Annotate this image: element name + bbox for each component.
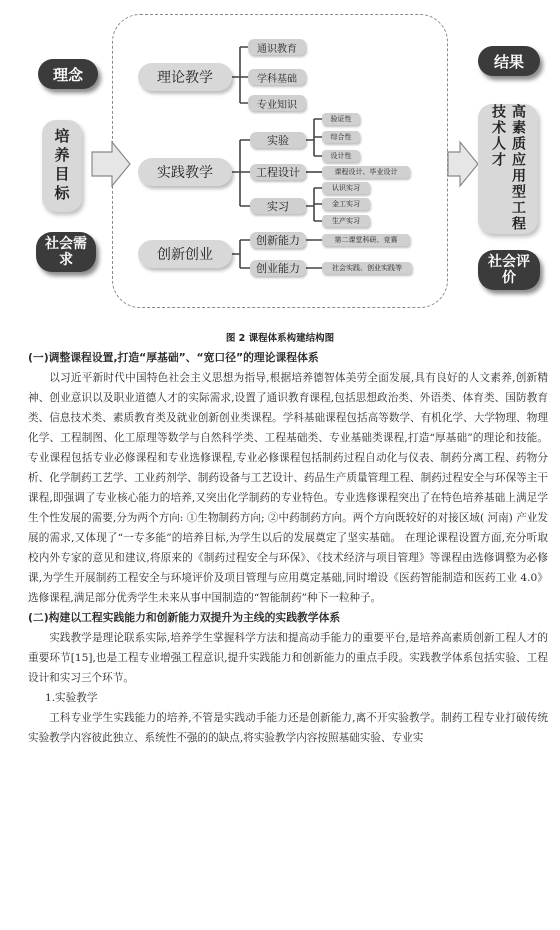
article-body xyxy=(28,348,548,748)
engineering-design-node: 工程设计 xyxy=(250,164,306,180)
result-label: 结果 xyxy=(478,46,540,76)
subsection-heading: 1.实验教学 xyxy=(44,692,98,704)
section-heading-1: (一)调整课程设置,打造“厚基础”、“宽口径”的理论课程体系 xyxy=(28,351,319,364)
figure-caption: 图 2 课程体系构建结构图 xyxy=(225,333,335,344)
talent-result-box: 高素质应用型工程技术人才 xyxy=(478,104,538,234)
professional-knowledge-node: 专业知识 xyxy=(248,95,306,111)
social-evaluation-label: 社会评价 xyxy=(478,250,540,290)
course-graduation-design-node: 课程设计、毕业设计 xyxy=(322,166,410,178)
paragraph-2: 实践教学是理论联系实际,培养学生掌握科学方法和提高动手能力的重要平台,是培养高素质创新工程人才的重要环节[15],也是工程专业增强工程意识,提升实践能力和创新能力的重点手段。实践教学体系包括实验、工程设计和实习三个环节。 xyxy=(28,632,548,684)
left-flow-arrow xyxy=(92,142,130,186)
entrepreneurship-ability-node: 创业能力 xyxy=(250,260,306,276)
discipline-basics-node: 学科基础 xyxy=(248,69,306,85)
innovation-entrepreneurship-node: 创新创业 xyxy=(138,240,232,268)
verification-experiment-node: 验证性 xyxy=(322,113,360,125)
experiment-node: 实验 xyxy=(250,132,306,148)
theory-teaching-node: 理论教学 xyxy=(138,63,232,91)
section-heading-2: (二)构建以工程实践能力和创新能力双提升为主线的实践教学体系 xyxy=(28,611,341,624)
right-flow-arrow xyxy=(448,142,478,186)
general-education-node: 通识教育 xyxy=(248,39,306,55)
internship-node: 实习 xyxy=(250,198,306,214)
social-demand-label: 社会需求 xyxy=(36,232,96,272)
paragraph-3: 工科专业学生实践能力的培养,不管是实践动手能力还是创新能力,离不开实验教学。制药工程专业打破传统实验教学内容彼此独立、系统性不强的的缺点,将实验教学内容按照基础实验、专业实 xyxy=(28,712,548,744)
social-practice-node: 社会实践、创业实践等 xyxy=(322,262,412,274)
practice-teaching-node: 实践教学 xyxy=(138,158,232,186)
second-classroom-node: 第二课堂科研、竞赛 xyxy=(322,234,410,246)
comprehensive-experiment-node: 综合性 xyxy=(322,131,360,143)
innovation-ability-node: 创新能力 xyxy=(250,232,306,248)
design-experiment-node: 设计性 xyxy=(322,150,360,162)
metalwork-internship-node: 金工实习 xyxy=(322,198,370,210)
training-goal-box: 培养目标 xyxy=(42,120,82,212)
paragraph-1: 以习近平新时代中国特色社会主义思想为指导,根据培养德智体美劳全面发展,具有良好的人文素养,创新精神、创业意识以及职业道德人才的实际需求,设置了通识教育课程,包括思想政治类、外语类、体育类、国防教育类、信息技术类、素质教育类及就业创新创业类课程。学科基础课程包括高等数学、有机化学、大学物理、物理化学、工程制图、化工原理等数学与自然科学类、工程基础类、专业基础类课程,打造“厚基础”的理论和技能。专业课程包括专业必修课程和专业选修课程,专业必修课程包括制药过程自动化与仪表、制药分离工程、药物分析、化学制药工艺学、工业药剂学、制药设备与工艺设计、药品生产质量管理工程、制药过程安全与环保等主干课程,即强调了专业核心能力的培养,又突出化学制药的专业特色。专业选修课程突出了在特色培养基础上满足学生个性发展的需要,分为两个方向: ①生物制药方向; ②中药制药方向。两个方向既较好的对接区域( 河南) 产业发展的需求,又体现了“一专多能”的培养目标,为学生以后的发展奠定了坚实基础。 在理论课程设置方面,充分听取校内外专家的意见和建议,将原来的《制药过程安全与环保》、《技术经济与项目管理》等课程由选修调整为必修课,为学生开展制药工程安全与环境评价及项目管理与应用奠定基础,同时增设《医药智能制造和医药工业 4.0》选修课程,满足部分优秀学生未来从事中国制造的“智能制药”种下一粒种子。 xyxy=(28,372,548,604)
cognitive-internship-node: 认识实习 xyxy=(322,182,370,194)
production-internship-node: 生产实习 xyxy=(322,215,370,227)
concept-label: 理念 xyxy=(38,59,98,89)
curriculum-structure-figure xyxy=(0,0,560,320)
